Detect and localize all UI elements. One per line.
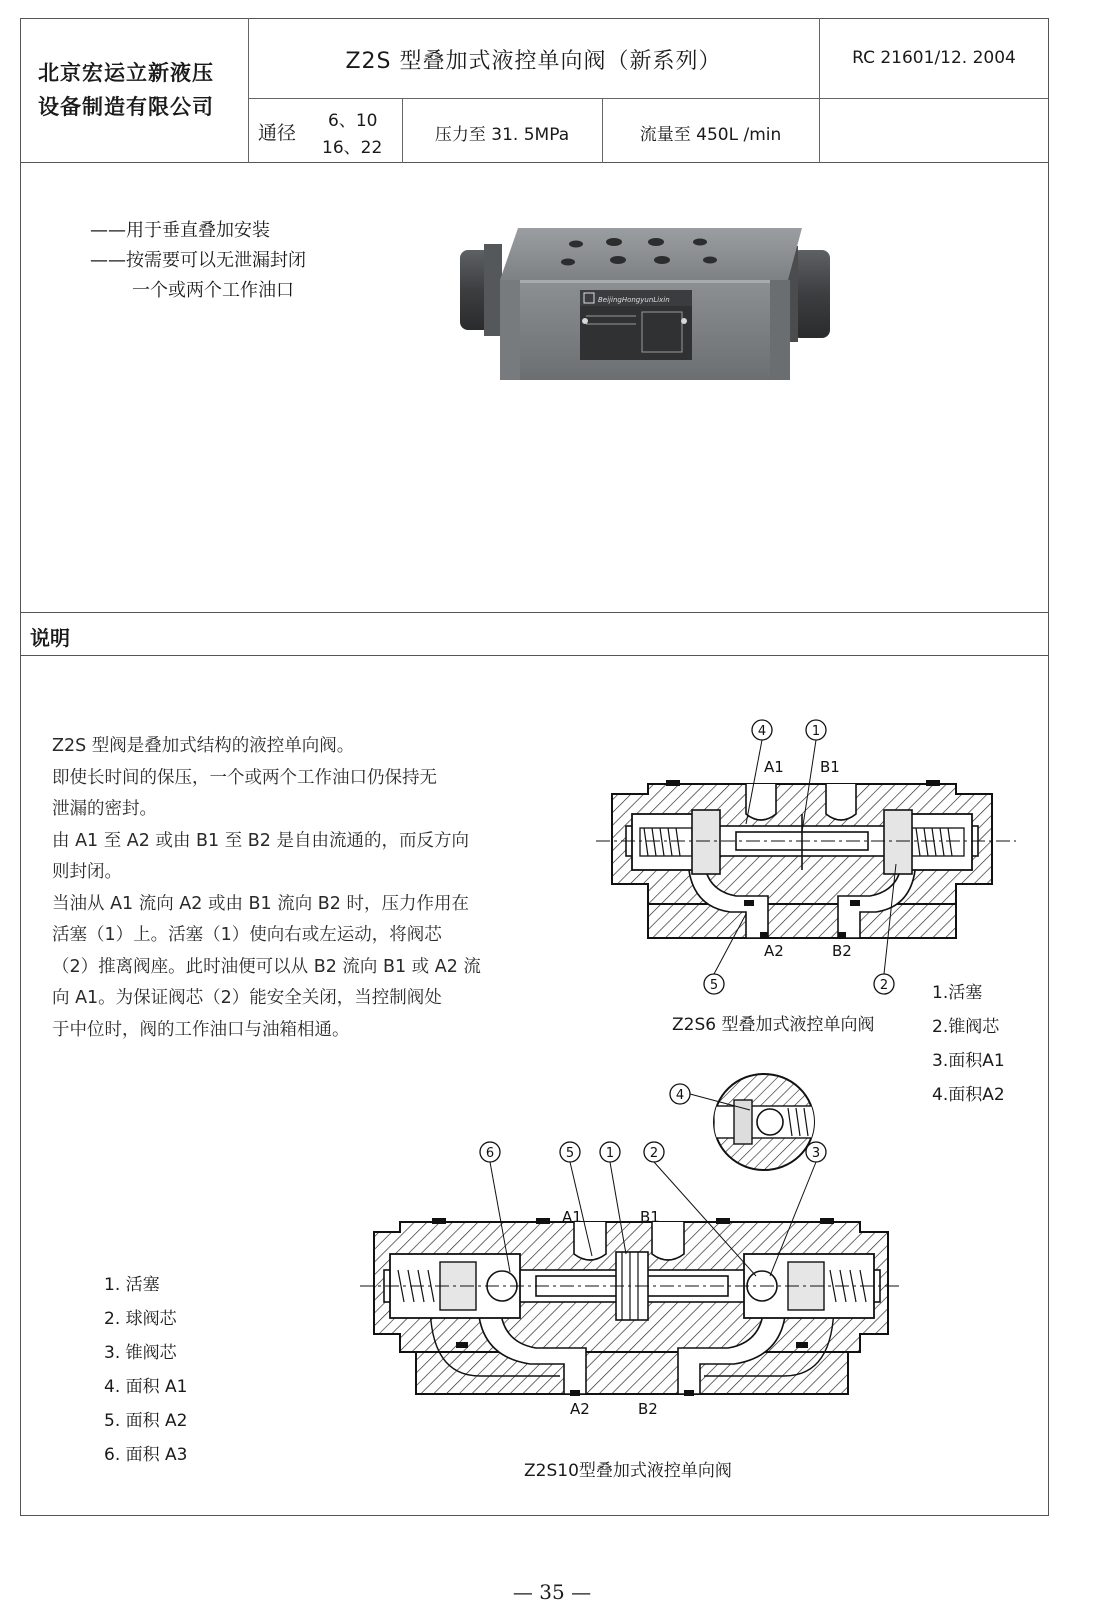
svg-text:3: 3 [811, 1146, 821, 1161]
legend-item: 1. 活塞 [104, 1275, 160, 1295]
svg-text:5: 5 [709, 978, 719, 993]
svg-text:1: 1 [605, 1146, 615, 1161]
feature-list [90, 216, 306, 306]
z2s6-legend [932, 976, 1005, 1112]
legend-item: 2. 球阀芯 [104, 1309, 177, 1329]
legend-item: 3.面积A1 [932, 1051, 1005, 1071]
port-a2-label: A2 [764, 942, 784, 960]
svg-text:4: 4 [675, 1088, 685, 1103]
svg-text:5: 5 [565, 1146, 575, 1161]
paragraph-line: 活塞（1）上。活塞（1）使向右或左运动，将阀芯 [52, 925, 442, 945]
paragraph-line: （2）推离阀座。此时油便可以从 B2 流向 B1 或 A2 流 [52, 956, 481, 977]
bore-values-line2: 16、22 [322, 138, 383, 158]
divider [248, 18, 249, 163]
port-b2-label: B2 [832, 942, 852, 960]
port-a1-label: A1 [764, 758, 784, 776]
section-title: 说明 [30, 626, 70, 650]
svg-text:4: 4 [757, 724, 767, 739]
company-name [38, 56, 248, 124]
divider [248, 98, 1048, 99]
z2s10-section-drawing [360, 1136, 900, 1436]
bore-values-line1: 6、10 [328, 111, 378, 131]
paragraph-line: 由 A1 至 A2 或由 B1 至 B2 是自由流通的，而反方向 [52, 830, 469, 851]
bore-label: 通径 [258, 122, 297, 144]
legend-item: 2.锥阀芯 [932, 1017, 1000, 1037]
port-b1-label: B1 [820, 758, 840, 776]
nameplate-brand: BeijingHongyunLixin [598, 296, 670, 304]
legend-item: 4.面积A2 [932, 1085, 1005, 1105]
feature-item: 一个或两个工作油口 [132, 280, 294, 301]
section-header-bar [20, 611, 1049, 656]
z2s10-legend [104, 1268, 187, 1472]
z2s6-caption: Z2S6 型叠加式液控单向阀 [672, 1015, 875, 1035]
legend-item: 4. 面积 A1 [104, 1377, 188, 1397]
z2s6-section-drawing [596, 714, 1016, 1014]
legend-item: 3. 锥阀芯 [104, 1343, 177, 1363]
z2s10-caption: Z2S10型叠加式液控单向阀 [524, 1461, 732, 1481]
svg-text:1: 1 [811, 724, 821, 739]
svg-text:2: 2 [649, 1146, 659, 1161]
paragraph-line: 则封闭。 [52, 862, 122, 882]
legend-item: 1.活塞 [932, 983, 983, 1003]
pressure-rating: 压力至 31. 5MPa [434, 125, 570, 145]
company-name-line2: 设备制造有限公司 [38, 95, 214, 119]
divider [819, 18, 820, 163]
svg-text:6: 6 [485, 1146, 495, 1161]
description-text [52, 731, 542, 1046]
flow-rating: 流量至 450L /min [639, 125, 782, 145]
paragraph-line: Z2S 型阀是叠加式结构的液控单向阀。 [52, 736, 355, 756]
port-a1-label: A1 [562, 1208, 582, 1226]
paragraph-line: 即使长时间的保压，一个或两个工作油口仍保持无 [52, 767, 437, 788]
nameplate [580, 290, 692, 360]
paragraph-line: 泄漏的密封。 [52, 799, 157, 819]
svg-text:2: 2 [879, 978, 889, 993]
paragraph-line: 于中位时，阀的工作油口与油箱相通。 [52, 1019, 350, 1040]
page-title: Z2S 型叠加式液控单向阀（新系列） [345, 49, 722, 74]
page-number: — 35 — [512, 1580, 592, 1604]
legend-item: 5. 面积 A2 [104, 1411, 188, 1431]
product-photo [458, 220, 834, 388]
legend-item: 6. 面积 A3 [104, 1445, 188, 1465]
company-name-line1: 北京宏运立新液压 [38, 61, 214, 85]
paragraph-line: 当油从 A1 流向 A2 或由 B1 流向 B2 时，压力作用在 [52, 893, 469, 914]
feature-item: ——按需要可以无泄漏封闭 [90, 250, 306, 271]
port-b2-label: B2 [638, 1400, 658, 1418]
document-code: RC 21601/12. 2004 [852, 48, 1016, 68]
paragraph-line: 向 A1。为保证阀芯（2）能安全关闭，当控制阀处 [52, 988, 442, 1008]
port-b1-label: B1 [640, 1208, 660, 1226]
feature-item: ——用于垂直叠加安装 [90, 220, 270, 241]
port-a2-label: A2 [570, 1400, 590, 1418]
